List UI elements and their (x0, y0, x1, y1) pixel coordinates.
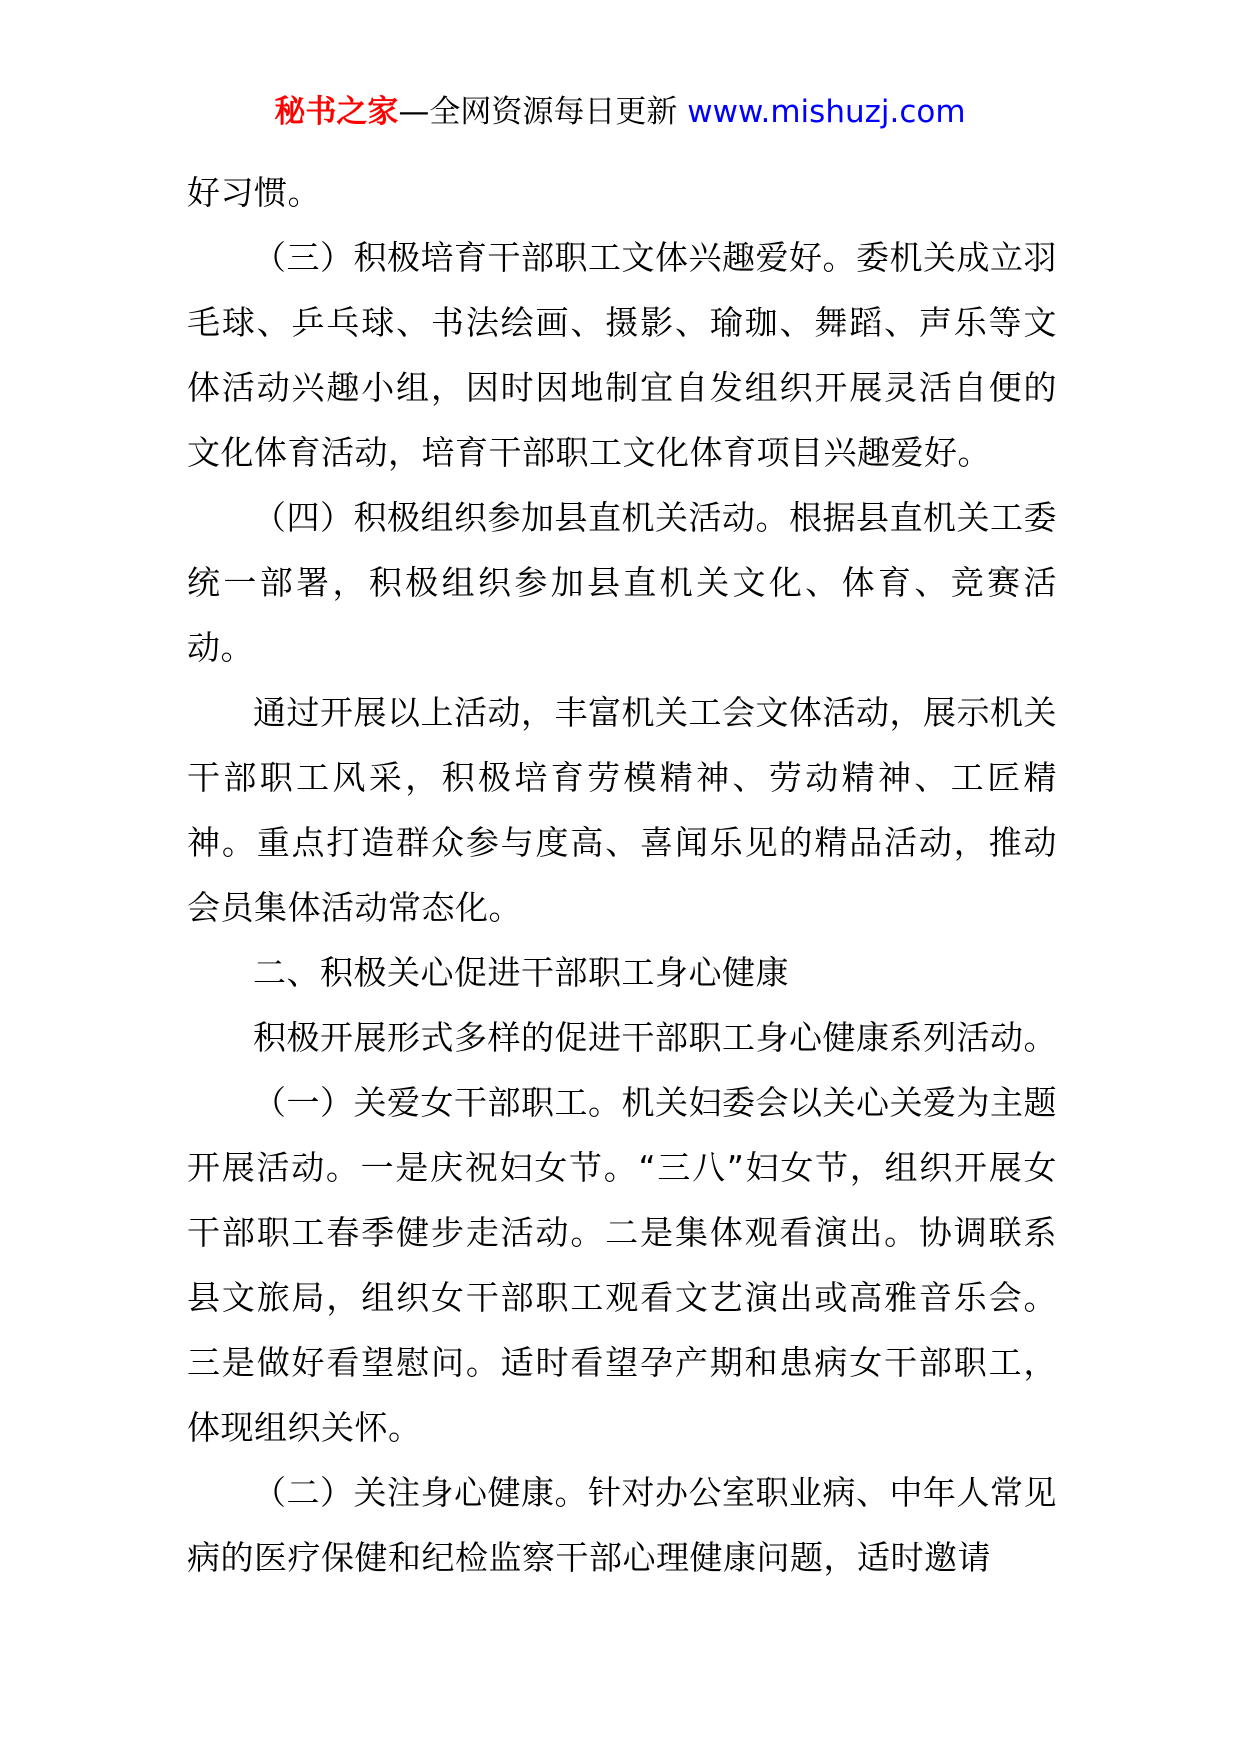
section-heading-two: 二、积极关心促进干部职工身心健康 (253, 953, 789, 992)
document-body (187, 160, 1057, 1590)
site-brand: 秘书之家 (274, 94, 399, 130)
paragraph-continuation: 好习惯。 (187, 173, 321, 212)
paragraph-summary: 通过开展以上活动，丰富机关工会文体活动，展示机关干部职工风采，积极培育劳模精神、劳动精神、工匠精神。重点打造群众参与度高、喜闻乐见的精品活动，推动会员集体活动常态化。 (187, 693, 1057, 927)
paragraph-item-four: （四）积极组织参加县直机关活动。根据县直机关工委统一部署，积极组织参加县直机关文化、体育、竞赛活动。 (187, 498, 1057, 667)
paragraph-item-three: （三）积极培育干部职工文体兴趣爱好。委机关成立羽毛球、乒乓球、书法绘画、摄影、瑜珈、舞蹈、声乐等文体活动兴趣小组，因时因地制宜自发组织开展灵活自便的文化体育活动，培育干部职工文化体育项目兴趣爱好。 (187, 238, 1057, 472)
paragraph-item-one: （一）关爱女干部职工。机关妇委会以关心关爱为主题开展活动。一是庆祝妇女节。“三八”妇女节，组织开展女干部职工春季健步走活动。二是集体观看演出。协调联系县文旅局，组织女干部职工观看文艺演出或高雅音乐会。三是做好看望慰问。适时看望孕产期和患病女干部职工，体现组织关怀。 (187, 1083, 1057, 1447)
paragraph-item-two: （二）关注身心健康。针对办公室职业病、中年人常见病的医疗保健和纪检监察干部心理健康问题，适时邀请 (187, 1473, 1057, 1577)
site-tagline: —全网资源每日更新 (398, 94, 688, 130)
paragraph-section-intro: 积极开展形式多样的促进干部职工身心健康系列活动。 (253, 1018, 1057, 1057)
site-url-link[interactable]: www.mishuzj.com (687, 94, 966, 130)
page-header (0, 92, 1240, 132)
